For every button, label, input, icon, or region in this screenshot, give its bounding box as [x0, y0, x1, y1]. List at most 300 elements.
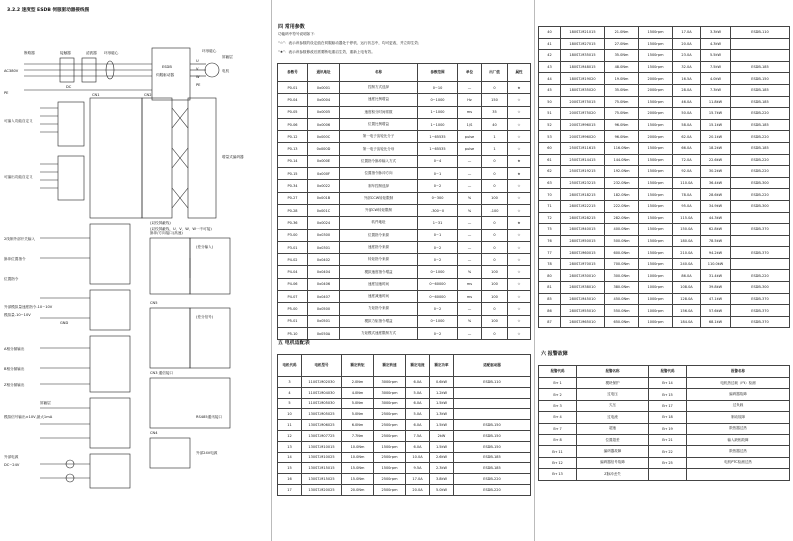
model-cell: 1500rpm [639, 166, 673, 178]
model-cell: 16.5A [673, 73, 701, 85]
label-encoder-cable: 屏蔽层 [222, 55, 233, 59]
params-row [278, 204, 531, 216]
params-cell: 100 [482, 266, 508, 278]
model-cell: 280ST-M65010 [561, 316, 605, 328]
model-cell: 32.0A [673, 61, 701, 73]
motors-row [278, 441, 531, 452]
model-row [539, 258, 790, 270]
faults-row [539, 457, 790, 468]
model-cell: 110.0kW [701, 258, 731, 270]
motors-cell: 130ST-M07725 [302, 430, 342, 441]
params-cell: P0-27 [278, 192, 308, 204]
motors-cell: 2500rpm [374, 484, 406, 495]
model-row [539, 50, 790, 62]
motors-cell: 15.0Nm [342, 463, 374, 474]
model-cell: 28.0A [673, 84, 701, 96]
motors-cell: ESDB-185 [454, 452, 531, 463]
motors-cell: 1.2kW [430, 387, 454, 398]
model-cell: 180ST-M48015 [561, 61, 605, 73]
params-row [278, 278, 531, 290]
params-cell: 位置指令脉冲方向 [340, 168, 418, 180]
params-cell: ☆ [508, 143, 531, 155]
model-row [539, 189, 790, 201]
model-cell: 1500rpm [639, 142, 673, 154]
params-cell: 0x0022 [308, 180, 340, 192]
model-cell: 68.1kW [701, 316, 731, 328]
model-table-body [539, 27, 790, 328]
motors-cell: 5.0Nm [342, 398, 374, 409]
params-cell: 0~1 [418, 229, 458, 241]
model-cell: 50.0A [673, 108, 701, 120]
model-cell: 156.0A [673, 305, 701, 317]
model-cell: 87 [539, 316, 561, 328]
params-cell: Hz [458, 94, 482, 106]
model-cell: 95.0A [673, 200, 701, 212]
motors-cell: ESDB-220 [454, 474, 531, 485]
model-cell: 11.8kW [701, 96, 731, 108]
model-cell: 110.0A [673, 177, 701, 189]
params-cell: 0x0407 [308, 291, 340, 303]
label-contactor: 接触器 [60, 51, 71, 55]
model-cell: 62 [539, 166, 561, 178]
model-cell: 1000rpm [639, 270, 673, 282]
faults-cell: 过电流 [577, 412, 649, 423]
params-row [278, 118, 531, 130]
motors-cell: 7.5A [406, 430, 430, 441]
params-cell: P0-05 [278, 106, 308, 118]
motors-cell [454, 387, 531, 398]
motors-cell: 110ST-M02030 [302, 377, 342, 388]
model-cell: 250ST-M19215 [561, 166, 605, 178]
model-cell: 2000rpm [639, 73, 673, 85]
motors-heading: 五 电机适配表 [278, 340, 310, 346]
params-cell: 0~2 [418, 241, 458, 253]
params-cell: 位置指令来源 [340, 229, 418, 241]
motors-cell: 130ST-M10025 [302, 452, 342, 463]
params-cell: ☆ [508, 303, 531, 315]
model-cell: 450.0Nm [605, 293, 639, 305]
model-cell: 80 [539, 270, 561, 282]
params-cell: 1 [482, 143, 508, 155]
label-cn1: CN1 [92, 93, 100, 97]
params-cell: 0~2 [418, 180, 458, 192]
motors-cell: 17 [278, 484, 302, 495]
model-cell: 115.0A [673, 212, 701, 224]
model-cell: 17.0A [673, 27, 701, 39]
motors-cell: 4 [278, 387, 302, 398]
model-cell: 150.0A [673, 224, 701, 236]
params-cell: — [458, 82, 482, 94]
motors-cell: 130ST-M15025 [302, 474, 342, 485]
params-cell: ☆ [508, 204, 531, 216]
model-cell: 35.0Nm [605, 84, 639, 96]
motors-row [278, 484, 531, 495]
label-cn2: CN2 [144, 93, 152, 97]
params-cell: 速度积分时间常数 [340, 106, 418, 118]
params-header-2: 名称 [340, 64, 418, 82]
params-row [278, 143, 531, 155]
model-cell: 1500rpm [639, 50, 673, 62]
motors-header-4: 额定电流 [406, 355, 430, 377]
params-cell: — [458, 327, 482, 339]
model-cell: 96.0Nm [605, 131, 639, 143]
params-cell: 0x0004 [308, 94, 340, 106]
model-cell: 27.0Nm [605, 38, 639, 50]
model-row [539, 177, 790, 189]
faults-row [539, 400, 790, 411]
params-cell: pulse [458, 143, 482, 155]
motors-cell: 1.5kW [430, 398, 454, 409]
model-cell: 1500rpm [639, 177, 673, 189]
params-cell: 0 [482, 303, 508, 315]
model-cell: 1500rpm [639, 38, 673, 50]
label-analog-volt: 外部模拟量速度指令-10~10V [4, 305, 53, 309]
motors-cell: 0.6kW [430, 377, 454, 388]
params-cell: — [458, 241, 482, 253]
motors-cell: 20.0Nm [342, 484, 374, 495]
params-body [278, 82, 531, 340]
faults-header-row [539, 366, 790, 378]
params-cell: 刹车控制选择 [340, 180, 418, 192]
model-cell: 192.0Nm [605, 166, 639, 178]
params-cell: 0x001B [308, 192, 340, 204]
params-cell: 100 [482, 278, 508, 290]
model-cell: ESDB-370 [731, 305, 790, 317]
params-row [278, 155, 531, 167]
model-cell: 45 [539, 84, 561, 96]
motors-header-5: 额定功率 [430, 355, 454, 377]
params-cell: ☆ [508, 278, 531, 290]
model-cell: 48.0Nm [605, 61, 639, 73]
model-cell: 44.3kW [701, 212, 731, 224]
params-cell: 0 [482, 155, 508, 167]
motors-cell: 5.0A [406, 409, 430, 420]
model-row [539, 247, 790, 259]
model-cell: 180ST-M35015 [561, 50, 605, 62]
motors-cell: 9.5A [406, 463, 430, 474]
params-cell: 0x0501 [308, 315, 340, 327]
model-row [539, 142, 790, 154]
model-cell: 128.0A [673, 293, 701, 305]
model-cell [731, 38, 790, 50]
params-cell: 位置比例增益 [340, 118, 418, 130]
model-cell: 550.0Nm [605, 305, 639, 317]
params-header-row [278, 64, 531, 82]
params-cell: ☆ [508, 266, 531, 278]
params-cell: ☆ [508, 180, 531, 192]
params-cell: P0-06 [278, 118, 308, 130]
motors-cell: 1.5kW [430, 420, 454, 431]
model-row [539, 154, 790, 166]
faults-heading: 六 报警故障 [541, 351, 568, 357]
model-cell: 85 [539, 293, 561, 305]
faults-row [539, 423, 790, 434]
motors-cell: 3000rpm [374, 377, 406, 388]
model-cell: 92.0A [673, 166, 701, 178]
motors-cell: ESDB-220 [454, 484, 531, 495]
params-cell: 1~31 [418, 217, 458, 229]
model-row [539, 200, 790, 212]
label-u: U [196, 59, 199, 63]
model-cell: 180.0A [673, 235, 701, 247]
label-z-out: Z相分频输出 [4, 383, 25, 387]
motors-cell: 5.0kW [430, 484, 454, 495]
params-cell: 位置指令脉冲输入方式 [340, 155, 418, 167]
params-cell: 0~300 [418, 192, 458, 204]
params-cell: 力矩模式速度限制方式 [340, 327, 418, 339]
motors-cell: 2kW [430, 430, 454, 441]
model-cell: 280ST-M45010 [561, 293, 605, 305]
params-cell: ms [458, 291, 482, 303]
model-cell: 1500rpm [639, 154, 673, 166]
model-cell: 15.1kW [701, 119, 731, 131]
model-cell: ESDB-220 [731, 131, 790, 143]
model-cell: 2000rpm [639, 108, 673, 120]
params-cell: — [458, 303, 482, 315]
model-column [535, 0, 793, 541]
model-cell: 30.2kW [701, 166, 731, 178]
label-pos-pulse: 脉冲位置指令 [4, 257, 26, 261]
model-cell: ESDB-370 [731, 247, 790, 259]
label-ext-pwr: 外部电源 [4, 455, 19, 459]
params-row [278, 266, 531, 278]
label-filter: 滤波器 [86, 51, 97, 55]
faults-header-2: 报警代码 [649, 366, 687, 378]
model-cell: 300.0Nm [605, 270, 639, 282]
params-cell: ms [458, 278, 482, 290]
params-row [278, 106, 531, 118]
label-dc: DC [66, 85, 72, 89]
params-cell: ★ [508, 168, 531, 180]
params-cell: 外部CCW转矩限制 [340, 192, 418, 204]
motors-cell: 2500rpm [374, 409, 406, 420]
motors-cell: 3000rpm [374, 387, 406, 398]
params-header-0: 参数号 [278, 64, 308, 82]
label-v: V [196, 67, 199, 71]
faults-cell: 散热器过热 [687, 423, 790, 434]
params-cell: 0x0402 [308, 254, 340, 266]
faults-cell: Err 1 [539, 378, 577, 389]
model-cell: 31.4kW [701, 270, 731, 282]
params-cell: ★ [508, 82, 531, 94]
model-row [539, 305, 790, 317]
model-row [539, 316, 790, 328]
model-cell: 72.0A [673, 154, 701, 166]
params-cell: P5-01 [278, 315, 308, 327]
model-cell: 1000rpm [639, 293, 673, 305]
motors-header-6: 适配驱动器 [454, 355, 531, 377]
faults-cell: 编码器信号故障 [577, 457, 649, 468]
faults-cell: 过负载 [687, 400, 790, 411]
params-cell: ☆ [508, 241, 531, 253]
label-encoder-ext: (双绞屏蔽线) [150, 221, 171, 225]
model-cell: 35.0Nm [605, 50, 639, 62]
params-cell: 0 [482, 82, 508, 94]
params-cell: 速度比例增益 [340, 94, 418, 106]
motors-cell: ESDB-110 [454, 377, 531, 388]
params-cell: 0~60000 [418, 278, 458, 290]
label-driver-sub: 伺服驱动器 [156, 73, 174, 77]
label-ac: AC380V [4, 69, 19, 73]
motors-cell: 6.0A [406, 398, 430, 409]
model-cell: ESDB-220 [731, 108, 790, 120]
motors-table [277, 354, 531, 496]
motors-cell: 10.0A [406, 452, 430, 463]
params-intro: 功能码中符号说明如下： [278, 32, 318, 36]
params-cell: 0x0001 [308, 82, 340, 94]
model-cell: 4.3kW [701, 38, 731, 50]
model-cell: ESDB-185 [731, 96, 790, 108]
params-row [278, 94, 531, 106]
model-row [539, 166, 790, 178]
model-cell: 20.0A [673, 38, 701, 50]
motors-row [278, 398, 531, 409]
label-cn5: CN5 [150, 301, 158, 305]
model-row [539, 96, 790, 108]
params-cell: 速度减速时间 [340, 291, 418, 303]
params-cell: 0 [482, 254, 508, 266]
model-cell: ESDB-110 [731, 27, 790, 39]
model-cell [731, 50, 790, 62]
faults-cell: 超速 [577, 423, 649, 434]
params-cell: 0~2 [418, 254, 458, 266]
params-cell: ☆ [508, 94, 531, 106]
params-heading: 四 常用参数 [278, 24, 305, 30]
model-row [539, 131, 790, 143]
model-cell: 62.8kW [701, 224, 731, 236]
faults-row [539, 389, 790, 400]
model-cell: 280ST-M28215 [561, 212, 605, 224]
label-cn4: CN4 [150, 431, 158, 435]
motors-cell: 10.0Nm [342, 441, 374, 452]
model-row [539, 282, 790, 294]
motors-cell: ESDB-150 [454, 420, 531, 431]
params-column [272, 0, 535, 541]
faults-cell: Err 14 [649, 378, 687, 389]
model-cell: 94.2kW [701, 247, 731, 259]
model-row [539, 61, 790, 73]
model-cell: 280ST-M18215 [561, 189, 605, 201]
params-cell: 100 [482, 291, 508, 303]
model-cell: 184.0A [673, 316, 701, 328]
model-cell: ESDB-370 [731, 224, 790, 236]
motors-cell: 130ST-M20025 [302, 484, 342, 495]
motors-row [278, 409, 531, 420]
model-cell: 200ST-M96020 [561, 131, 605, 143]
model-row [539, 270, 790, 282]
params-cell: 0x0006 [308, 118, 340, 130]
motors-cell: 1500rpm [374, 441, 406, 452]
params-cell: 控制方式选择 [340, 82, 418, 94]
params-cell: 0x050A [308, 327, 340, 339]
params-cell: P0-34 [278, 180, 308, 192]
params-cell: 0x000E [308, 155, 340, 167]
model-row [539, 108, 790, 120]
label-rs485: RS485通讯接口 [196, 415, 223, 419]
label-soft-ctrl: 2线制外部开关输入 [4, 237, 36, 241]
motors-cell: 130ST-M06025 [302, 420, 342, 431]
label-out-func: 可编出功能自定义 [4, 175, 33, 179]
label-shield-note: (双绞屏蔽线，U、V、W、W一不可接) [150, 227, 212, 231]
model-cell: 71 [539, 200, 561, 212]
params-cell: — [458, 217, 482, 229]
params-cell: 模拟速度指令增益 [340, 266, 418, 278]
model-cell: 7.5kW [701, 61, 731, 73]
model-cell: ESDB-185 [731, 142, 790, 154]
label-b-out: B相分频输出 [4, 367, 25, 371]
model-cell: 280ST-M38010 [561, 282, 605, 294]
motors-cell: 17.0A [406, 474, 430, 485]
model-cell: 77 [539, 247, 561, 259]
model-cell: 400.0Nm [605, 224, 639, 236]
faults-cell: Err 7 [539, 423, 577, 434]
params-header-4: 单位 [458, 64, 482, 82]
model-cell: 1500rpm [639, 258, 673, 270]
params-cell: 第一电子齿轮比分母 [340, 143, 418, 155]
model-cell: 86 [539, 305, 561, 317]
params-cell: — [458, 180, 482, 192]
model-cell: 18.2kW [701, 142, 731, 154]
model-cell: 78.0A [673, 189, 701, 201]
params-row [278, 131, 531, 143]
model-cell: 1500rpm [639, 61, 673, 73]
model-cell: 108.0A [673, 282, 701, 294]
model-row [539, 224, 790, 236]
model-table [538, 26, 790, 328]
params-cell: ☆ [508, 327, 531, 339]
model-cell: 63 [539, 177, 561, 189]
model-cell: 20.1kW [701, 131, 731, 143]
model-cell: 1000rpm [639, 282, 673, 294]
model-cell: 61 [539, 154, 561, 166]
params-cell: 0 [482, 229, 508, 241]
params-header-3: 参数范围 [418, 64, 458, 82]
params-cell: % [458, 266, 482, 278]
params-cell: 速度指令来源 [340, 241, 418, 253]
model-cell: 41 [539, 38, 561, 50]
params-cell: 转矩指令来源 [340, 254, 418, 266]
params-cell: P0-04 [278, 94, 308, 106]
motors-row [278, 430, 531, 441]
model-cell: 1500rpm [639, 27, 673, 39]
params-cell: 150 [482, 94, 508, 106]
model-cell: 3.3kW [701, 27, 731, 39]
faults-cell: Err 11 [539, 446, 577, 457]
model-cell: 42 [539, 50, 561, 62]
motors-cell: ESDB-150 [454, 430, 531, 441]
params-cell: 外部CW转矩限制 [340, 204, 418, 216]
motors-row [278, 377, 531, 388]
params-cell: 0~1000 [418, 94, 458, 106]
motors-row [278, 387, 531, 398]
model-cell: 250ST-M23215 [561, 177, 605, 189]
model-cell: 250ST-M14415 [561, 154, 605, 166]
params-cell: 0x0005 [308, 106, 340, 118]
faults-header-3: 报警名称 [687, 366, 790, 378]
params-row [278, 303, 531, 315]
model-cell: 500.0Nm [605, 235, 639, 247]
params-cell: 1~65535 [418, 143, 458, 155]
params-cell: P0-12 [278, 131, 308, 143]
params-cell: P0-13 [278, 143, 308, 155]
params-cell: 0~60000 [418, 291, 458, 303]
model-row [539, 27, 790, 39]
motors-cell: 2500rpm [374, 474, 406, 485]
model-cell: 280ST-M30010 [561, 270, 605, 282]
params-row [278, 168, 531, 180]
model-cell: 280ST-M40015 [561, 224, 605, 236]
motors-cell: 4.0Nm [342, 387, 374, 398]
